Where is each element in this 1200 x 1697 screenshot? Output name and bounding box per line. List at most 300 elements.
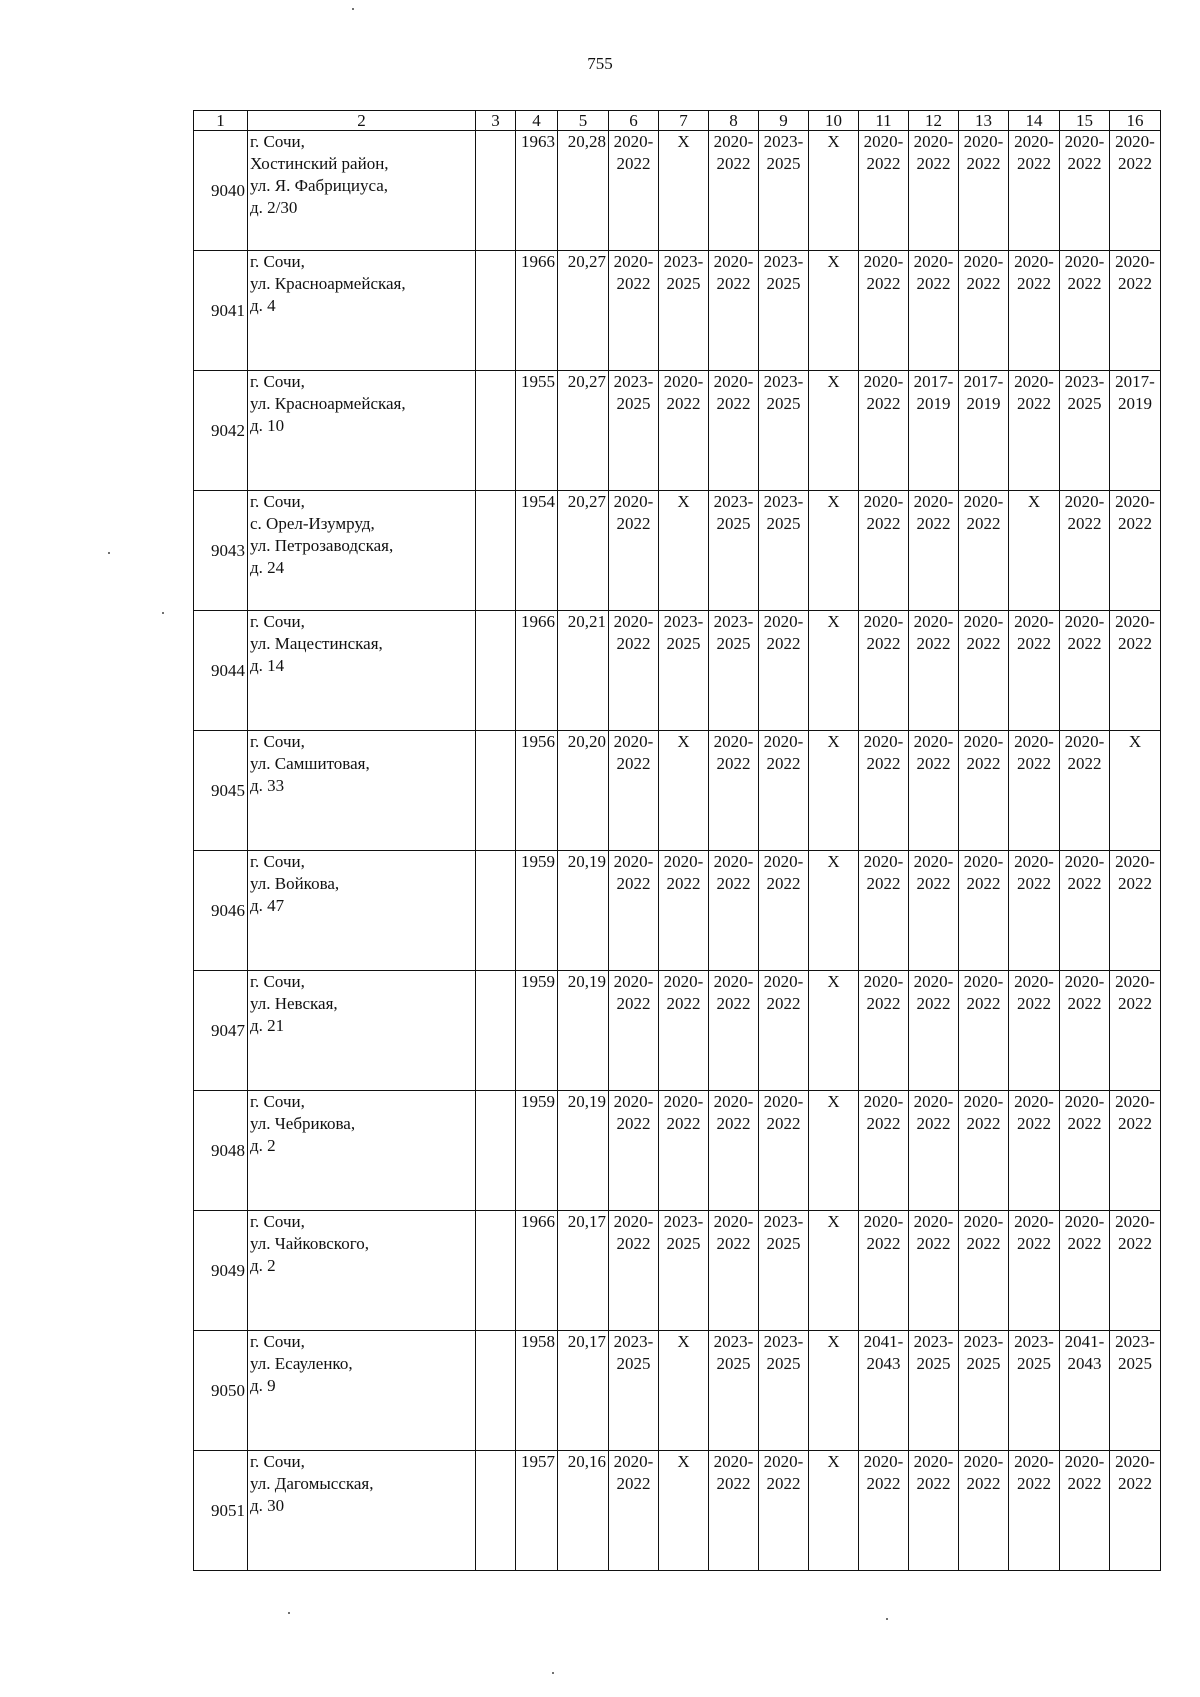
- period-text: 2025: [766, 274, 801, 293]
- column-3-cell: [476, 251, 516, 371]
- address-line: ул. Чайковского,: [250, 1234, 369, 1253]
- period-cell-6: [609, 731, 659, 851]
- period-cell-14: [1009, 731, 1060, 851]
- period-text: 2022: [916, 874, 951, 893]
- period-text: 2020-: [763, 732, 804, 751]
- period-cell-15: [1060, 131, 1110, 251]
- period-text: Х: [827, 1092, 840, 1111]
- period-cell-11: [859, 131, 909, 251]
- period-text: 2022: [1067, 994, 1102, 1013]
- period-text: 2020-: [1115, 1452, 1155, 1471]
- period-text: 2020-: [713, 1452, 754, 1471]
- period-text: 2019: [1118, 394, 1152, 413]
- period-cell-7: [659, 1451, 709, 1571]
- period-cell-12: [909, 1451, 959, 1571]
- period-cell-11: [859, 851, 909, 971]
- period-text: 2020-: [1064, 852, 1105, 871]
- period-text: 2022: [666, 394, 701, 413]
- period-text: 2022: [666, 874, 701, 893]
- address-line: д. 10: [250, 416, 285, 435]
- area-cell: 20,27: [558, 491, 609, 611]
- column-3-cell: [476, 1211, 516, 1331]
- period-text: 2022: [1017, 154, 1051, 173]
- period-text: 2020-: [713, 972, 754, 991]
- address-line: д. 24: [250, 558, 285, 577]
- address-line: ул. Мацестинская,: [250, 634, 383, 653]
- period-cell-6: [609, 131, 659, 251]
- column-header-3: 3: [476, 111, 516, 131]
- period-text: 2022: [966, 274, 1001, 293]
- period-text: 2025: [766, 514, 801, 533]
- address-line: ул. Чебрикова,: [250, 1114, 356, 1133]
- period-text: 2022: [1067, 274, 1102, 293]
- period-cell-14: [1009, 251, 1060, 371]
- period-text: 2022: [716, 274, 751, 293]
- period-cell-7: [659, 971, 709, 1091]
- period-text: Х: [827, 1332, 840, 1351]
- period-text: 2022: [716, 1474, 751, 1493]
- column-3-cell: [476, 491, 516, 611]
- period-text: 2020-: [1115, 972, 1155, 991]
- period-cell-16: [1110, 131, 1161, 251]
- period-text: 2020-: [1014, 612, 1054, 631]
- period-text: 2022: [916, 634, 951, 653]
- period-text: 2022: [1017, 874, 1051, 893]
- period-text: 2020-: [713, 1092, 754, 1111]
- period-text: Х: [677, 732, 690, 751]
- period-text: 2020-: [1064, 612, 1105, 631]
- period-text: 2020-: [1115, 492, 1155, 511]
- period-text: 2022: [1118, 154, 1152, 173]
- period-text: 2020-: [913, 1092, 954, 1111]
- period-text: 2022: [966, 514, 1001, 533]
- period-cell-9: [759, 251, 809, 371]
- period-text: 2020-: [913, 252, 954, 271]
- period-text: 2022: [966, 1234, 1001, 1253]
- period-cell-16: [1110, 1451, 1161, 1571]
- period-text: 2020-: [763, 852, 804, 871]
- address-line: д. 47: [250, 896, 285, 915]
- year-cell: 1963: [516, 131, 558, 251]
- period-text: 2022: [716, 874, 751, 893]
- period-text: 2023-: [663, 1212, 704, 1231]
- period-text: 2020-: [913, 732, 954, 751]
- address-line: Хостинский район,: [250, 154, 389, 173]
- period-text: 2020-: [1014, 732, 1054, 751]
- period-text: Х: [677, 132, 690, 151]
- period-cell-12: [909, 851, 959, 971]
- period-cell-13: [959, 251, 1009, 371]
- period-text: 2020-: [963, 852, 1004, 871]
- period-cell-14: [1009, 371, 1060, 491]
- period-text: 2022: [866, 1234, 901, 1253]
- period-cell-10: [809, 851, 859, 971]
- period-text: 2020-: [613, 972, 654, 991]
- period-cell-16: [1110, 1331, 1161, 1451]
- period-cell-6: [609, 851, 659, 971]
- period-cell-7: [659, 851, 709, 971]
- period-cell-11: [859, 731, 909, 851]
- period-cell-14: [1009, 971, 1060, 1091]
- column-3-cell: [476, 371, 516, 491]
- period-text: Х: [827, 852, 840, 871]
- area-cell: 20,19: [558, 851, 609, 971]
- period-text: 2020-: [1064, 252, 1105, 271]
- period-cell-8: [709, 971, 759, 1091]
- period-text: 2022: [916, 514, 951, 533]
- period-text: 2020-: [713, 732, 754, 751]
- column-header-10: 10: [809, 111, 859, 131]
- period-text: 2020-: [863, 252, 904, 271]
- period-text: 2023-: [763, 372, 804, 391]
- period-text: 2022: [1118, 634, 1152, 653]
- period-cell-11: [859, 971, 909, 1091]
- period-text: 2020-: [863, 372, 904, 391]
- period-text: 2020-: [713, 1212, 754, 1231]
- period-text: 2022: [966, 1114, 1001, 1133]
- period-text: 2020-: [763, 1092, 804, 1111]
- period-text: 2023-: [913, 1332, 954, 1351]
- period-cell-16: [1110, 851, 1161, 971]
- period-cell-11: [859, 611, 909, 731]
- column-header-2: 2: [248, 111, 476, 131]
- period-text: 2020-: [863, 732, 904, 751]
- period-text: 2022: [1118, 1114, 1152, 1133]
- period-text: Х: [827, 1212, 840, 1231]
- period-text: 2022: [1067, 514, 1102, 533]
- address-line: ул. Дагомысская,: [250, 1474, 374, 1493]
- address-line: д. 2: [250, 1136, 276, 1155]
- address-line: г. Сочи,: [250, 852, 305, 871]
- period-cell-12: [909, 251, 959, 371]
- period-text: 2020-: [863, 1212, 904, 1231]
- column-header-7: 7: [659, 111, 709, 131]
- period-text: 2023-: [1115, 1332, 1155, 1351]
- address-line: г. Сочи,: [250, 732, 305, 751]
- period-text: 2022: [1118, 874, 1152, 893]
- period-text: 2022: [866, 394, 901, 413]
- column-header-9: 9: [759, 111, 809, 131]
- column-header-14: 14: [1009, 111, 1060, 131]
- period-text: 2020-: [1115, 252, 1155, 271]
- period-text: 2020-: [863, 1092, 904, 1111]
- period-text: 2017-: [963, 372, 1004, 391]
- period-cell-9: [759, 1331, 809, 1451]
- row-number: 9043: [194, 491, 248, 611]
- period-text: 2020-: [863, 852, 904, 871]
- column-3-cell: [476, 1451, 516, 1571]
- period-text: 2020-: [1014, 132, 1054, 151]
- period-text: 2022: [1017, 634, 1051, 653]
- scan-speck: [552, 1672, 554, 1674]
- period-cell-6: [609, 251, 659, 371]
- period-cell-16: [1110, 1211, 1161, 1331]
- period-text: 2022: [1067, 154, 1102, 173]
- scan-speck: [352, 8, 354, 10]
- period-text: 2020-: [963, 1212, 1004, 1231]
- period-cell-6: [609, 1211, 659, 1331]
- period-text: 2023-: [613, 372, 654, 391]
- period-text: 2020-: [1014, 972, 1054, 991]
- period-text: 2022: [1017, 754, 1051, 773]
- period-text: Х: [827, 132, 840, 151]
- column-header-12: 12: [909, 111, 959, 131]
- period-text: 2022: [1067, 1474, 1102, 1493]
- period-cell-8: [709, 251, 759, 371]
- period-text: 2022: [1118, 1474, 1152, 1493]
- period-cell-8: [709, 1091, 759, 1211]
- period-cell-9: [759, 491, 809, 611]
- period-text: 2022: [1017, 1114, 1051, 1133]
- period-text: 2022: [1067, 1234, 1102, 1253]
- address-line: г. Сочи,: [250, 612, 305, 631]
- period-cell-16: [1110, 611, 1161, 731]
- period-cell-16: [1110, 251, 1161, 371]
- period-cell-10: [809, 251, 859, 371]
- period-cell-13: [959, 371, 1009, 491]
- period-cell-11: [859, 371, 909, 491]
- address-cell: [248, 611, 476, 731]
- period-cell-9: [759, 611, 809, 731]
- period-text: 2020-: [863, 1452, 904, 1471]
- table-row: [194, 971, 1161, 1091]
- period-text: 2020-: [663, 372, 704, 391]
- year-cell: 1959: [516, 971, 558, 1091]
- period-cell-9: [759, 851, 809, 971]
- period-text: 2022: [966, 634, 1001, 653]
- period-cell-16: [1110, 1091, 1161, 1211]
- period-cell-15: [1060, 491, 1110, 611]
- period-text: Х: [827, 492, 840, 511]
- period-text: 2022: [966, 994, 1001, 1013]
- period-cell-15: [1060, 971, 1110, 1091]
- period-cell-8: [709, 1211, 759, 1331]
- period-cell-8: [709, 1451, 759, 1571]
- period-cell-16: [1110, 491, 1161, 611]
- address-line: г. Сочи,: [250, 1212, 305, 1231]
- period-text: 2023-: [1064, 372, 1105, 391]
- period-cell-10: [809, 371, 859, 491]
- period-cell-15: [1060, 731, 1110, 851]
- period-cell-8: [709, 371, 759, 491]
- address-line: г. Сочи,: [250, 1092, 305, 1111]
- column-3-cell: [476, 611, 516, 731]
- period-text: Х: [1027, 492, 1041, 511]
- row-number: 9048: [194, 1091, 248, 1211]
- period-text: 2020-: [613, 1212, 654, 1231]
- period-text: 2025: [766, 1234, 801, 1253]
- period-text: 2020-: [863, 972, 904, 991]
- period-text: 2022: [716, 754, 751, 773]
- period-text: 2020-: [663, 972, 704, 991]
- period-cell-15: [1060, 1211, 1110, 1331]
- period-text: 2020-: [913, 132, 954, 151]
- period-cell-7: [659, 1091, 709, 1211]
- period-cell-10: [809, 1331, 859, 1451]
- period-cell-12: [909, 971, 959, 1091]
- period-text: 2022: [766, 874, 801, 893]
- year-cell: 1966: [516, 1211, 558, 1331]
- year-cell: 1958: [516, 1331, 558, 1451]
- period-cell-11: [859, 251, 909, 371]
- column-3-cell: [476, 1331, 516, 1451]
- address-cell: [248, 251, 476, 371]
- period-text: 2020-: [913, 972, 954, 991]
- address-line: г. Сочи,: [250, 372, 305, 391]
- address-line: д. 2/30: [250, 198, 298, 217]
- address-line: г. Сочи,: [250, 132, 305, 151]
- period-text: 2022: [716, 154, 751, 173]
- period-cell-11: [859, 1331, 909, 1451]
- scan-speck: [886, 1618, 888, 1620]
- period-text: Х: [1128, 732, 1142, 751]
- period-cell-12: [909, 1211, 959, 1331]
- period-text: 2022: [916, 274, 951, 293]
- period-text: 2020-: [613, 1092, 654, 1111]
- period-text: Х: [827, 1452, 840, 1471]
- period-text: 2022: [616, 634, 651, 653]
- period-text: 2020-: [1064, 1092, 1105, 1111]
- period-text: 2020-: [613, 612, 654, 631]
- period-text: 2025: [1017, 1354, 1051, 1373]
- period-text: 2022: [666, 994, 701, 1013]
- period-text: 2020-: [1014, 1092, 1054, 1111]
- period-cell-10: [809, 971, 859, 1091]
- period-cell-13: [959, 851, 1009, 971]
- period-text: 2023-: [663, 612, 704, 631]
- period-text: 2020-: [613, 132, 654, 151]
- period-text: 2020-: [1064, 1452, 1105, 1471]
- period-text: 2023-: [663, 252, 704, 271]
- period-text: 2020-: [613, 732, 654, 751]
- period-text: 2025: [916, 1354, 951, 1373]
- period-text: 2025: [666, 1234, 701, 1253]
- address-line: ул. Невская,: [250, 994, 338, 1013]
- period-cell-7: [659, 731, 709, 851]
- period-text: 2041-: [1064, 1332, 1105, 1351]
- period-text: Х: [827, 732, 840, 751]
- period-text: 2022: [866, 994, 901, 1013]
- period-cell-14: [1009, 1331, 1060, 1451]
- period-cell-10: [809, 131, 859, 251]
- period-cell-9: [759, 1451, 809, 1571]
- period-text: 2020-: [713, 252, 754, 271]
- address-line: г. Сочи,: [250, 1452, 305, 1471]
- address-line: ул. Войкова,: [250, 874, 340, 893]
- period-text: 2020-: [963, 252, 1004, 271]
- period-text: 2022: [1118, 1234, 1152, 1253]
- period-cell-9: [759, 731, 809, 851]
- period-text: 2020-: [863, 132, 904, 151]
- period-cell-15: [1060, 1451, 1110, 1571]
- period-text: 2020-: [763, 612, 804, 631]
- period-text: 2017-: [913, 372, 954, 391]
- period-cell-14: [1009, 851, 1060, 971]
- period-text: 2023-: [713, 612, 754, 631]
- period-text: Х: [677, 1452, 690, 1471]
- period-cell-14: [1009, 611, 1060, 731]
- table-row: [194, 851, 1161, 971]
- period-text: Х: [827, 372, 840, 391]
- period-cell-6: [609, 371, 659, 491]
- period-text: 2020-: [1064, 492, 1105, 511]
- period-text: 2022: [866, 874, 901, 893]
- period-text: 2020-: [1064, 132, 1105, 151]
- period-text: 2025: [616, 394, 651, 413]
- period-text: 2041-: [863, 1332, 904, 1351]
- period-text: 2022: [866, 1474, 901, 1493]
- table-row: [194, 1091, 1161, 1211]
- period-cell-12: [909, 371, 959, 491]
- period-cell-7: [659, 1211, 709, 1331]
- period-text: 2022: [1067, 1114, 1102, 1133]
- period-cell-16: [1110, 371, 1161, 491]
- row-number: 9042: [194, 371, 248, 491]
- period-cell-13: [959, 611, 1009, 731]
- period-text: 2020-: [863, 612, 904, 631]
- period-cell-12: [909, 131, 959, 251]
- period-cell-16: [1110, 971, 1161, 1091]
- period-text: 2025: [1067, 394, 1102, 413]
- period-text: 2020-: [663, 852, 704, 871]
- table-row: [194, 1331, 1161, 1451]
- period-cell-15: [1060, 371, 1110, 491]
- table-row: [194, 1211, 1161, 1331]
- row-number: 9049: [194, 1211, 248, 1331]
- period-cell-7: [659, 491, 709, 611]
- period-text: 2022: [1017, 1234, 1051, 1253]
- area-cell: 20,17: [558, 1331, 609, 1451]
- period-cell-9: [759, 371, 809, 491]
- row-number: 9050: [194, 1331, 248, 1451]
- period-text: 2020-: [1064, 1212, 1105, 1231]
- period-text: 2019: [966, 394, 1001, 413]
- period-text: 2020-: [963, 492, 1004, 511]
- period-cell-10: [809, 1211, 859, 1331]
- table-row: [194, 611, 1161, 731]
- column-3-cell: [476, 971, 516, 1091]
- period-text: 2025: [1118, 1354, 1152, 1373]
- period-text: 2020-: [963, 972, 1004, 991]
- period-cell-12: [909, 611, 959, 731]
- period-text: 2022: [616, 874, 651, 893]
- period-text: 2022: [1118, 274, 1152, 293]
- period-text: 2020-: [1115, 852, 1155, 871]
- year-cell: 1955: [516, 371, 558, 491]
- column-header-16: 16: [1110, 111, 1161, 131]
- period-cell-7: [659, 251, 709, 371]
- table-row: [194, 731, 1161, 851]
- address-cell: [248, 971, 476, 1091]
- period-text: 2022: [716, 1114, 751, 1133]
- area-cell: 20,27: [558, 371, 609, 491]
- address-line: ул. Красноармейская,: [250, 394, 406, 413]
- address-cell: [248, 731, 476, 851]
- period-cell-6: [609, 491, 659, 611]
- period-cell-12: [909, 491, 959, 611]
- period-text: 2022: [866, 514, 901, 533]
- period-text: 2022: [966, 154, 1001, 173]
- year-cell: 1966: [516, 611, 558, 731]
- period-text: 2022: [616, 154, 651, 173]
- period-text: 2022: [716, 994, 751, 1013]
- period-text: 2022: [1017, 274, 1051, 293]
- column-3-cell: [476, 731, 516, 851]
- area-cell: 20,19: [558, 1091, 609, 1211]
- period-cell-11: [859, 1451, 909, 1571]
- period-text: 2020-: [613, 852, 654, 871]
- period-text: 2022: [616, 754, 651, 773]
